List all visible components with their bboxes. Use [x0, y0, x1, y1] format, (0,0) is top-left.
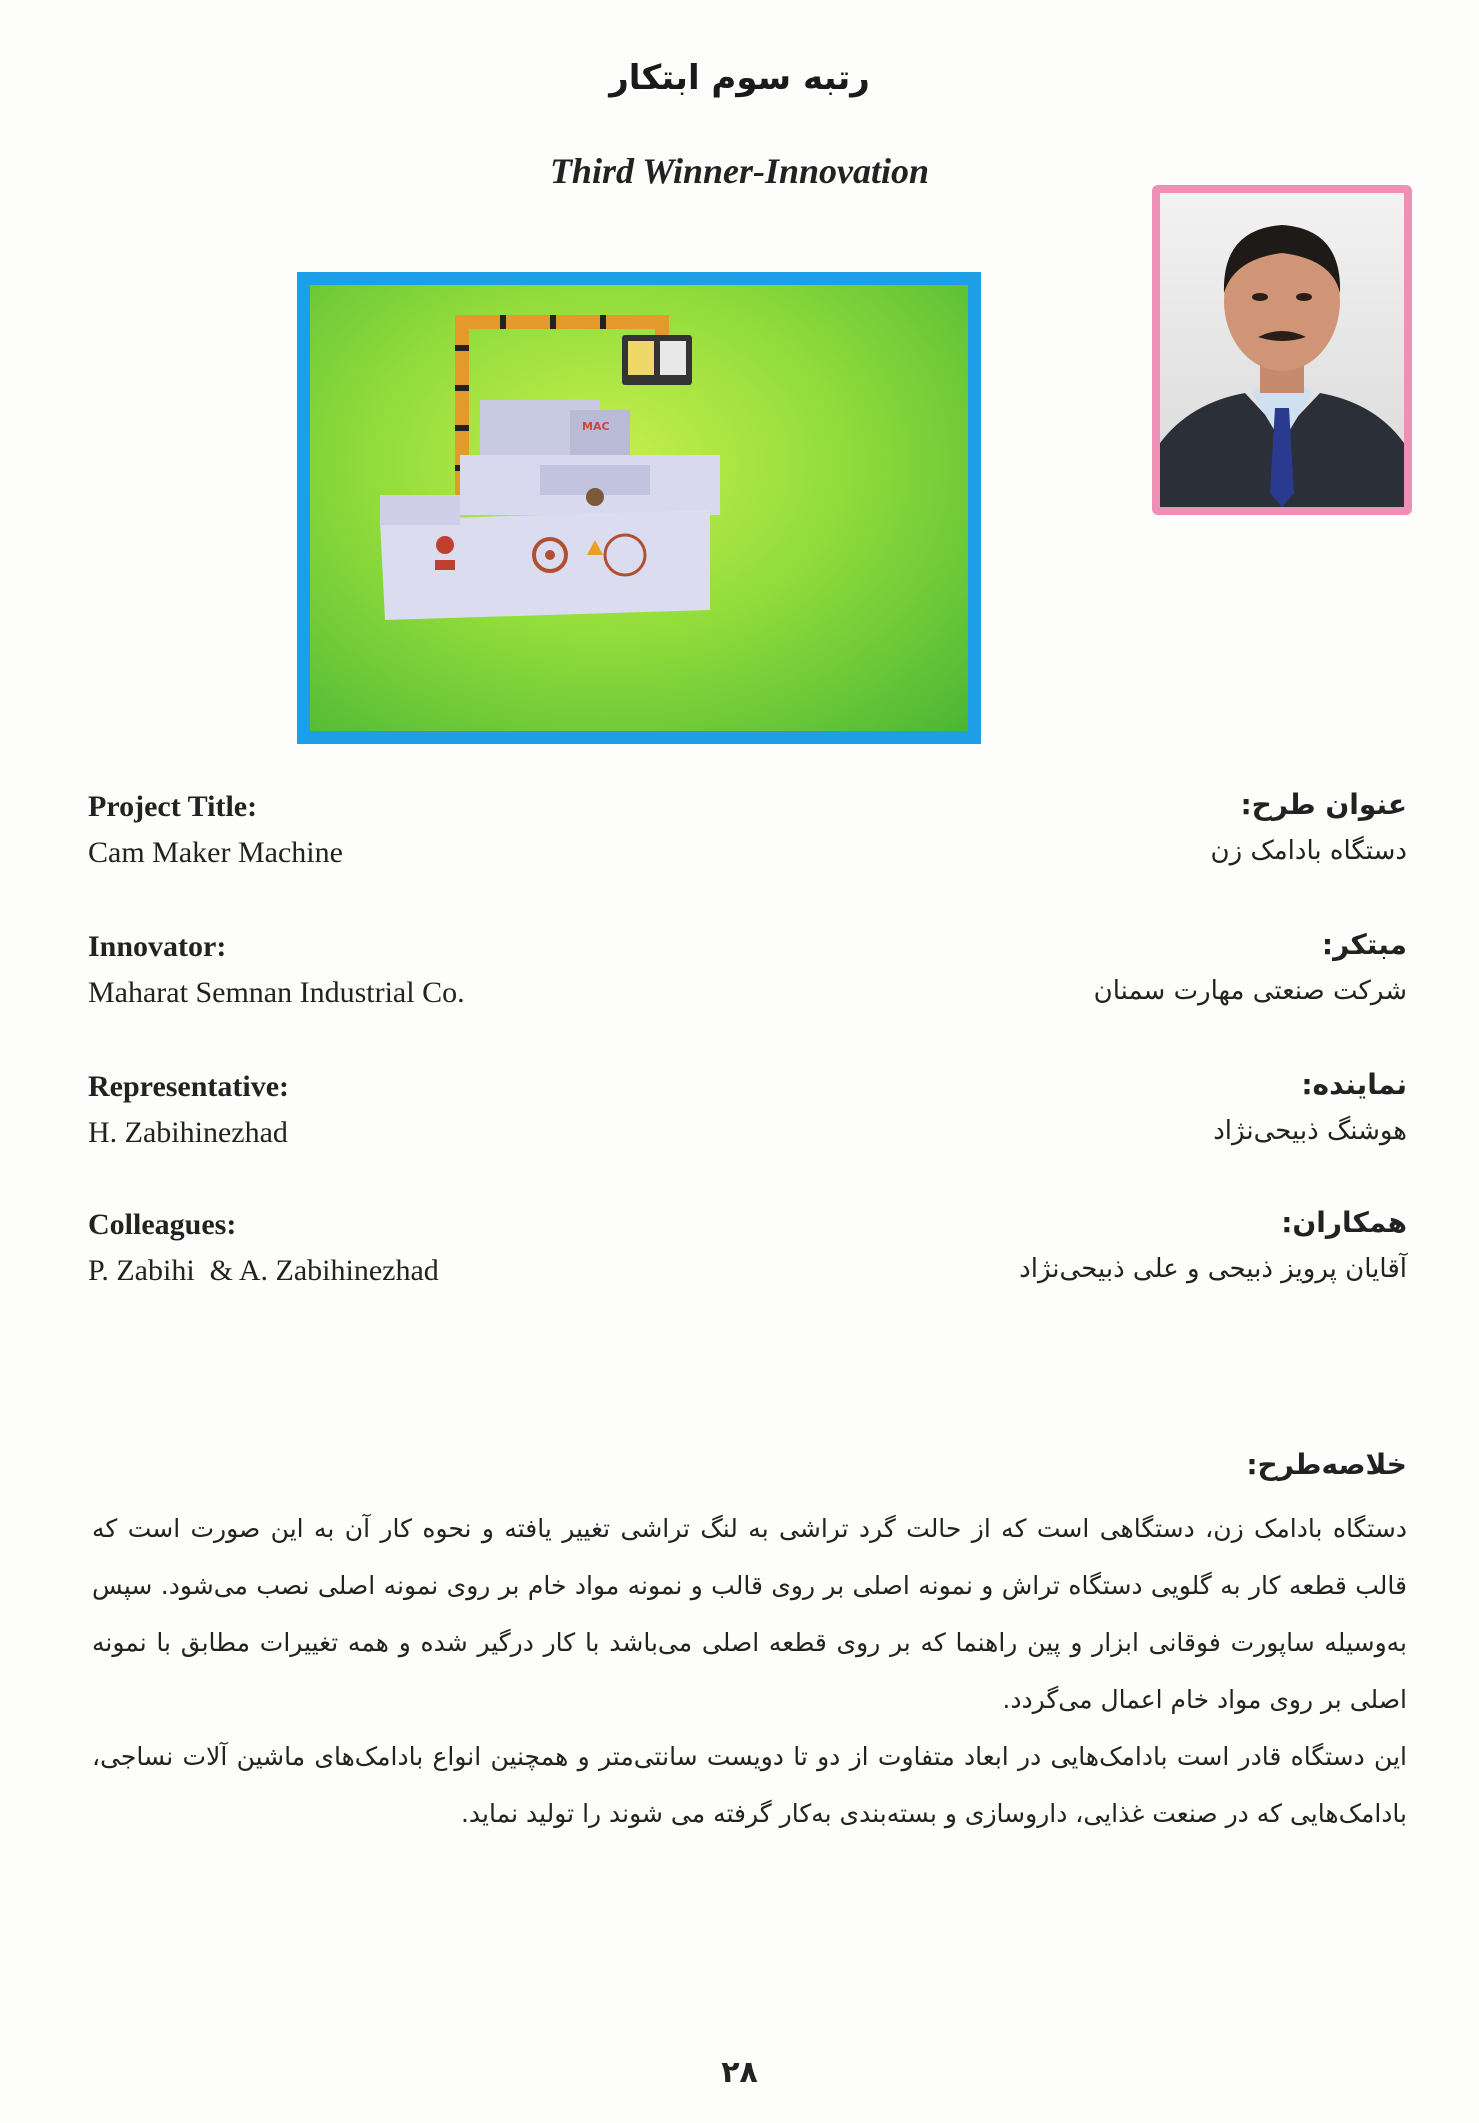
project-title-fa-value: دستگاه بادامک زن [1210, 836, 1407, 866]
innovator-fa-value: شرکت صنعتی مهارت سمنان [1093, 976, 1407, 1006]
summary-paragraph-2: این دستگاه قادر است بادامک‌هایی در ابعاد متفاوت از دو تا دویست سانتی‌متر و همچنین انواع بادامک‌های ماشین آلات نساجی، بادامک‌هایی که در صنعت غذایی، داروسازی و بسته‌بندی به‌کار گرفته می شوند را تولید نماید. [92, 1742, 1407, 1828]
persian-title: رتبه سوم ابتکار [609, 58, 870, 98]
project-title-value: Cam Maker Machine [88, 836, 343, 869]
portrait-photo [1152, 185, 1412, 515]
machine-brand-label: MAC [582, 420, 610, 433]
representative-value: H. Zabihinezhad [88, 1116, 288, 1149]
summary-body [92, 1500, 1407, 1842]
summary-label: خلاصه‌طرح: [1246, 1448, 1407, 1481]
colleagues-label: Colleagues: [88, 1208, 237, 1241]
project-title-label: Project Title: [88, 790, 258, 823]
english-title: Third Winner-Innovation [549, 151, 930, 191]
innovator-fa-label: مبتکر: [1321, 928, 1407, 961]
machine-photo [297, 272, 981, 744]
portrait-illustration [1160, 193, 1404, 507]
cam-maker-machine-illustration [310, 285, 968, 731]
summary-paragraph-1: دستگاه بادامک زن، دستگاهی است که از حالت گرد تراشی به لنگ تراشی تغییر یافته و نحوه کار آن به این صورت است که قالب قطعه کار به گلویی دستگاه تراش و نمونه اصلی بر روی قالب و نمونه مواد خام بر روی نمونه اصلی نصب می‌شود. سپس به‌وسیله ساپورت فوقانی ابزار و پین راهنما که بر روی قطعه اصلی می‌باشد با کار درگیر شده و همه تغییرات مطابق با نمونه اصلی بر روی مواد خام اعمال می‌گردد. [92, 1514, 1407, 1714]
colleagues-value: P. Zabihi & A. Zabihinezhad [88, 1254, 439, 1287]
innovator-label: Innovator: [88, 930, 227, 963]
representative-fa-value: هوشنگ ذبیحی‌نژاد [1213, 1116, 1407, 1146]
representative-fa-label: نماینده: [1301, 1068, 1407, 1101]
project-title-fa-label: عنوان طرح: [1240, 788, 1407, 821]
colleagues-fa-value: آقایان پرویز ذبیحی و علی ذبیحی‌نژاد [1019, 1254, 1407, 1284]
representative-label: Representative: [88, 1070, 290, 1103]
page-number: ۲۸ [721, 2055, 758, 2090]
colleagues-fa-label: همکاران: [1281, 1206, 1407, 1239]
innovator-value: Maharat Semnan Industrial Co. [88, 976, 465, 1009]
